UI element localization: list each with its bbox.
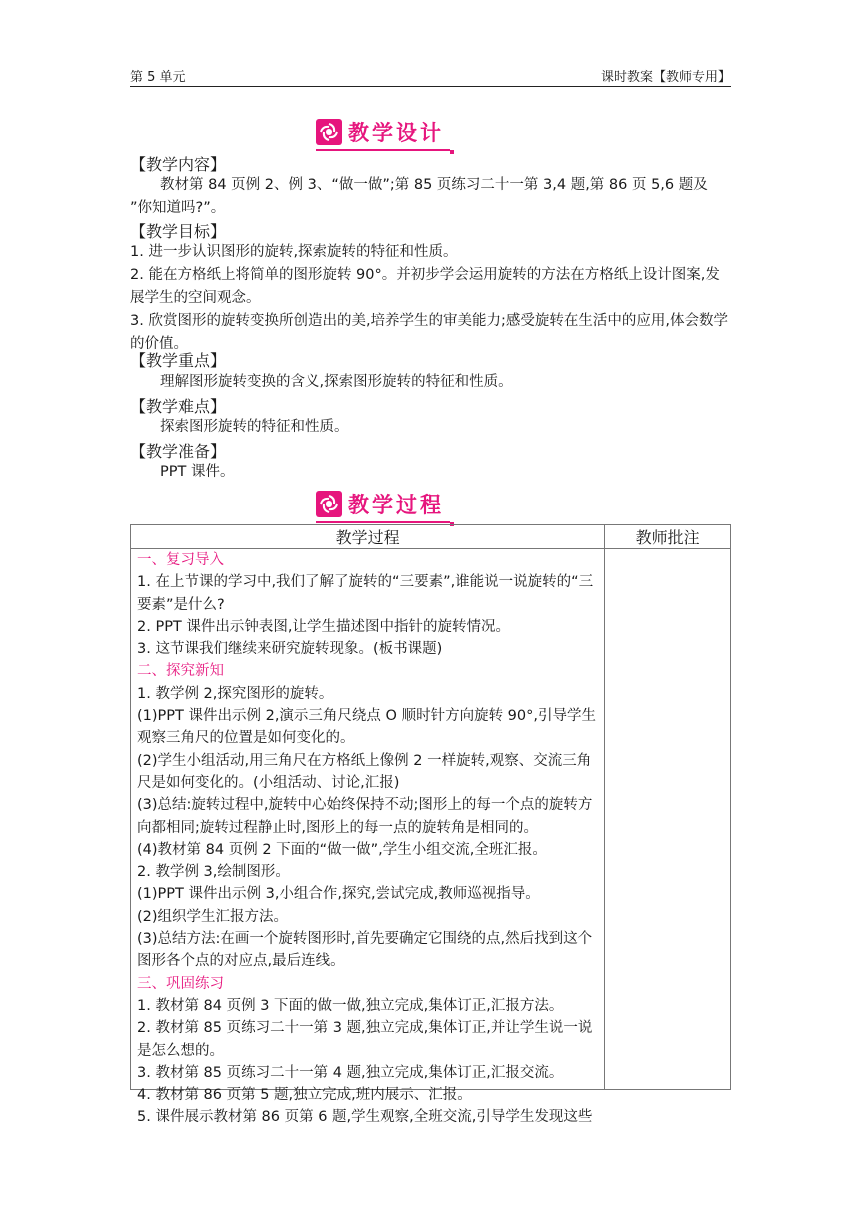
banner-dot [450,150,454,154]
lesson-plan-label: 课时教案【教师专用】 [600,70,731,85]
banner-teaching-design [316,116,444,148]
teacher-notes-cell [605,549,731,1090]
heading-preparation: 【教学准备】 [130,442,227,461]
column-header-process: 教学过程 [131,525,605,549]
difficulty-text: 探索图形旋转的特征和性质。 [160,419,349,435]
process-line: (1)PPT 课件出示例 3,小组合作,探究,尝试完成,教师巡视指导。 [137,886,540,903]
process-line: 2. PPT 课件出示钟表图,让学生描述图中指针的旋转情况。 [137,618,511,635]
process-line: 2. 教学例 3,绘制图形。 [137,864,290,881]
content-text: 教材第 84 页例 2、例 3、“做一做”;第 85 页练习二十一第 3,4 题,第 86 页 5,6 题及 ”你知道吗?”。 [130,177,708,216]
process-line: 3. 这节课我们继续来研究旋转现象。(板书课题) [137,641,443,658]
heading-key-points: 【教学重点】 [130,351,227,370]
process-table [130,524,731,1126]
banner-underline [316,521,450,523]
column-header-notes: 教师批注 [605,525,731,549]
process-line: (1)PPT 课件出示例 2,演示三角尺绕点 O 顺时针方向旋转 90°,引导学生观察三角尺的位置是如何变化的。 [137,708,596,747]
section-heading: 二、探究新知 [137,663,224,680]
goal-item: 1. 进一步认识图形的旋转,探索旋转的特征和性质。 [130,244,458,260]
goal-item: 2. 能在方格纸上将简单的图形旋转 90°。并初步学会运用旋转的方法在方格纸上设计图案,发展学生的空间观念。 [130,267,720,306]
process-line: 5. 课件展示教材第 86 页第 6 题,学生观察,全班交流,引导学生发现这些 [137,1109,593,1126]
heading-difficulty: 【教学难点】 [130,397,227,416]
banner-title: 教学设计 [348,121,444,145]
banner-title: 教学过程 [348,493,444,517]
goals-list [130,241,730,356]
preparation-text: PPT 课件。 [160,464,235,480]
process-lines [131,549,604,1126]
process-line: (3)总结:旋转过程中,旋转中心始终保持不动;图形上的每一个点的旋转方向都相同;旋转过程静止时,图形上的每一点的旋转角是相同的。 [137,797,593,836]
process-line: 1. 教材第 84 页例 3 下面的做一做,独立完成,集体订正,汇报方法。 [137,997,564,1014]
swirl-logo-icon [316,491,342,517]
process-line: (3)总结方法:在画一个旋转图形时,首先要确定它围绕的点,然后找到这个图形各个点的对应点,最后连线。 [137,931,593,970]
section-heading: 三、巩固练习 [137,975,224,992]
banner-teaching-process [316,488,444,520]
process-line: (4)教材第 84 页例 2 下面的“做一做”,学生小组交流,全班汇报。 [137,841,547,858]
process-line: 4. 教材第 86 页第 5 题,独立完成,班内展示、汇报。 [137,1087,472,1104]
process-line: 3. 教材第 85 页练习二十一第 4 题,独立完成,集体订正,汇报交流。 [137,1064,564,1081]
process-line: 1. 教学例 2,探究图形的旋转。 [137,685,334,702]
process-line: 1. 在上节课的学习中,我们了解了旋转的“三要素”,谁能说一说旋转的“三要素”是什么? [137,574,594,613]
process-line: (2)学生小组活动,用三角尺在方格纸上像例 2 一样旋转,观察、交流三角尺是如何变化的。(小组活动、讨论,汇报) [137,752,592,791]
key-points-text: 理解图形旋转变换的含义,探索图形旋转的特征和性质。 [160,374,513,390]
process-line: 2. 教材第 85 页练习二十一第 3 题,独立完成,集体订正,并让学生说一说是怎么想的。 [137,1020,593,1059]
process-cell [131,549,605,1126]
banner-underline [316,149,450,151]
heading-goals: 【教学目标】 [130,222,227,241]
swirl-logo-icon [316,119,342,145]
unit-label: 第 5 单元 [130,70,186,85]
goal-item: 3. 欣赏图形的旋转变换所创造出的美,培养学生的审美能力;感受旋转在生活中的应用,体会数学的价值。 [130,313,729,352]
heading-content: 【教学内容】 [130,155,227,174]
process-line: (2)组织学生汇报方法。 [137,908,289,925]
section-heading: 一、复习导入 [137,552,224,568]
page-header [130,64,731,87]
